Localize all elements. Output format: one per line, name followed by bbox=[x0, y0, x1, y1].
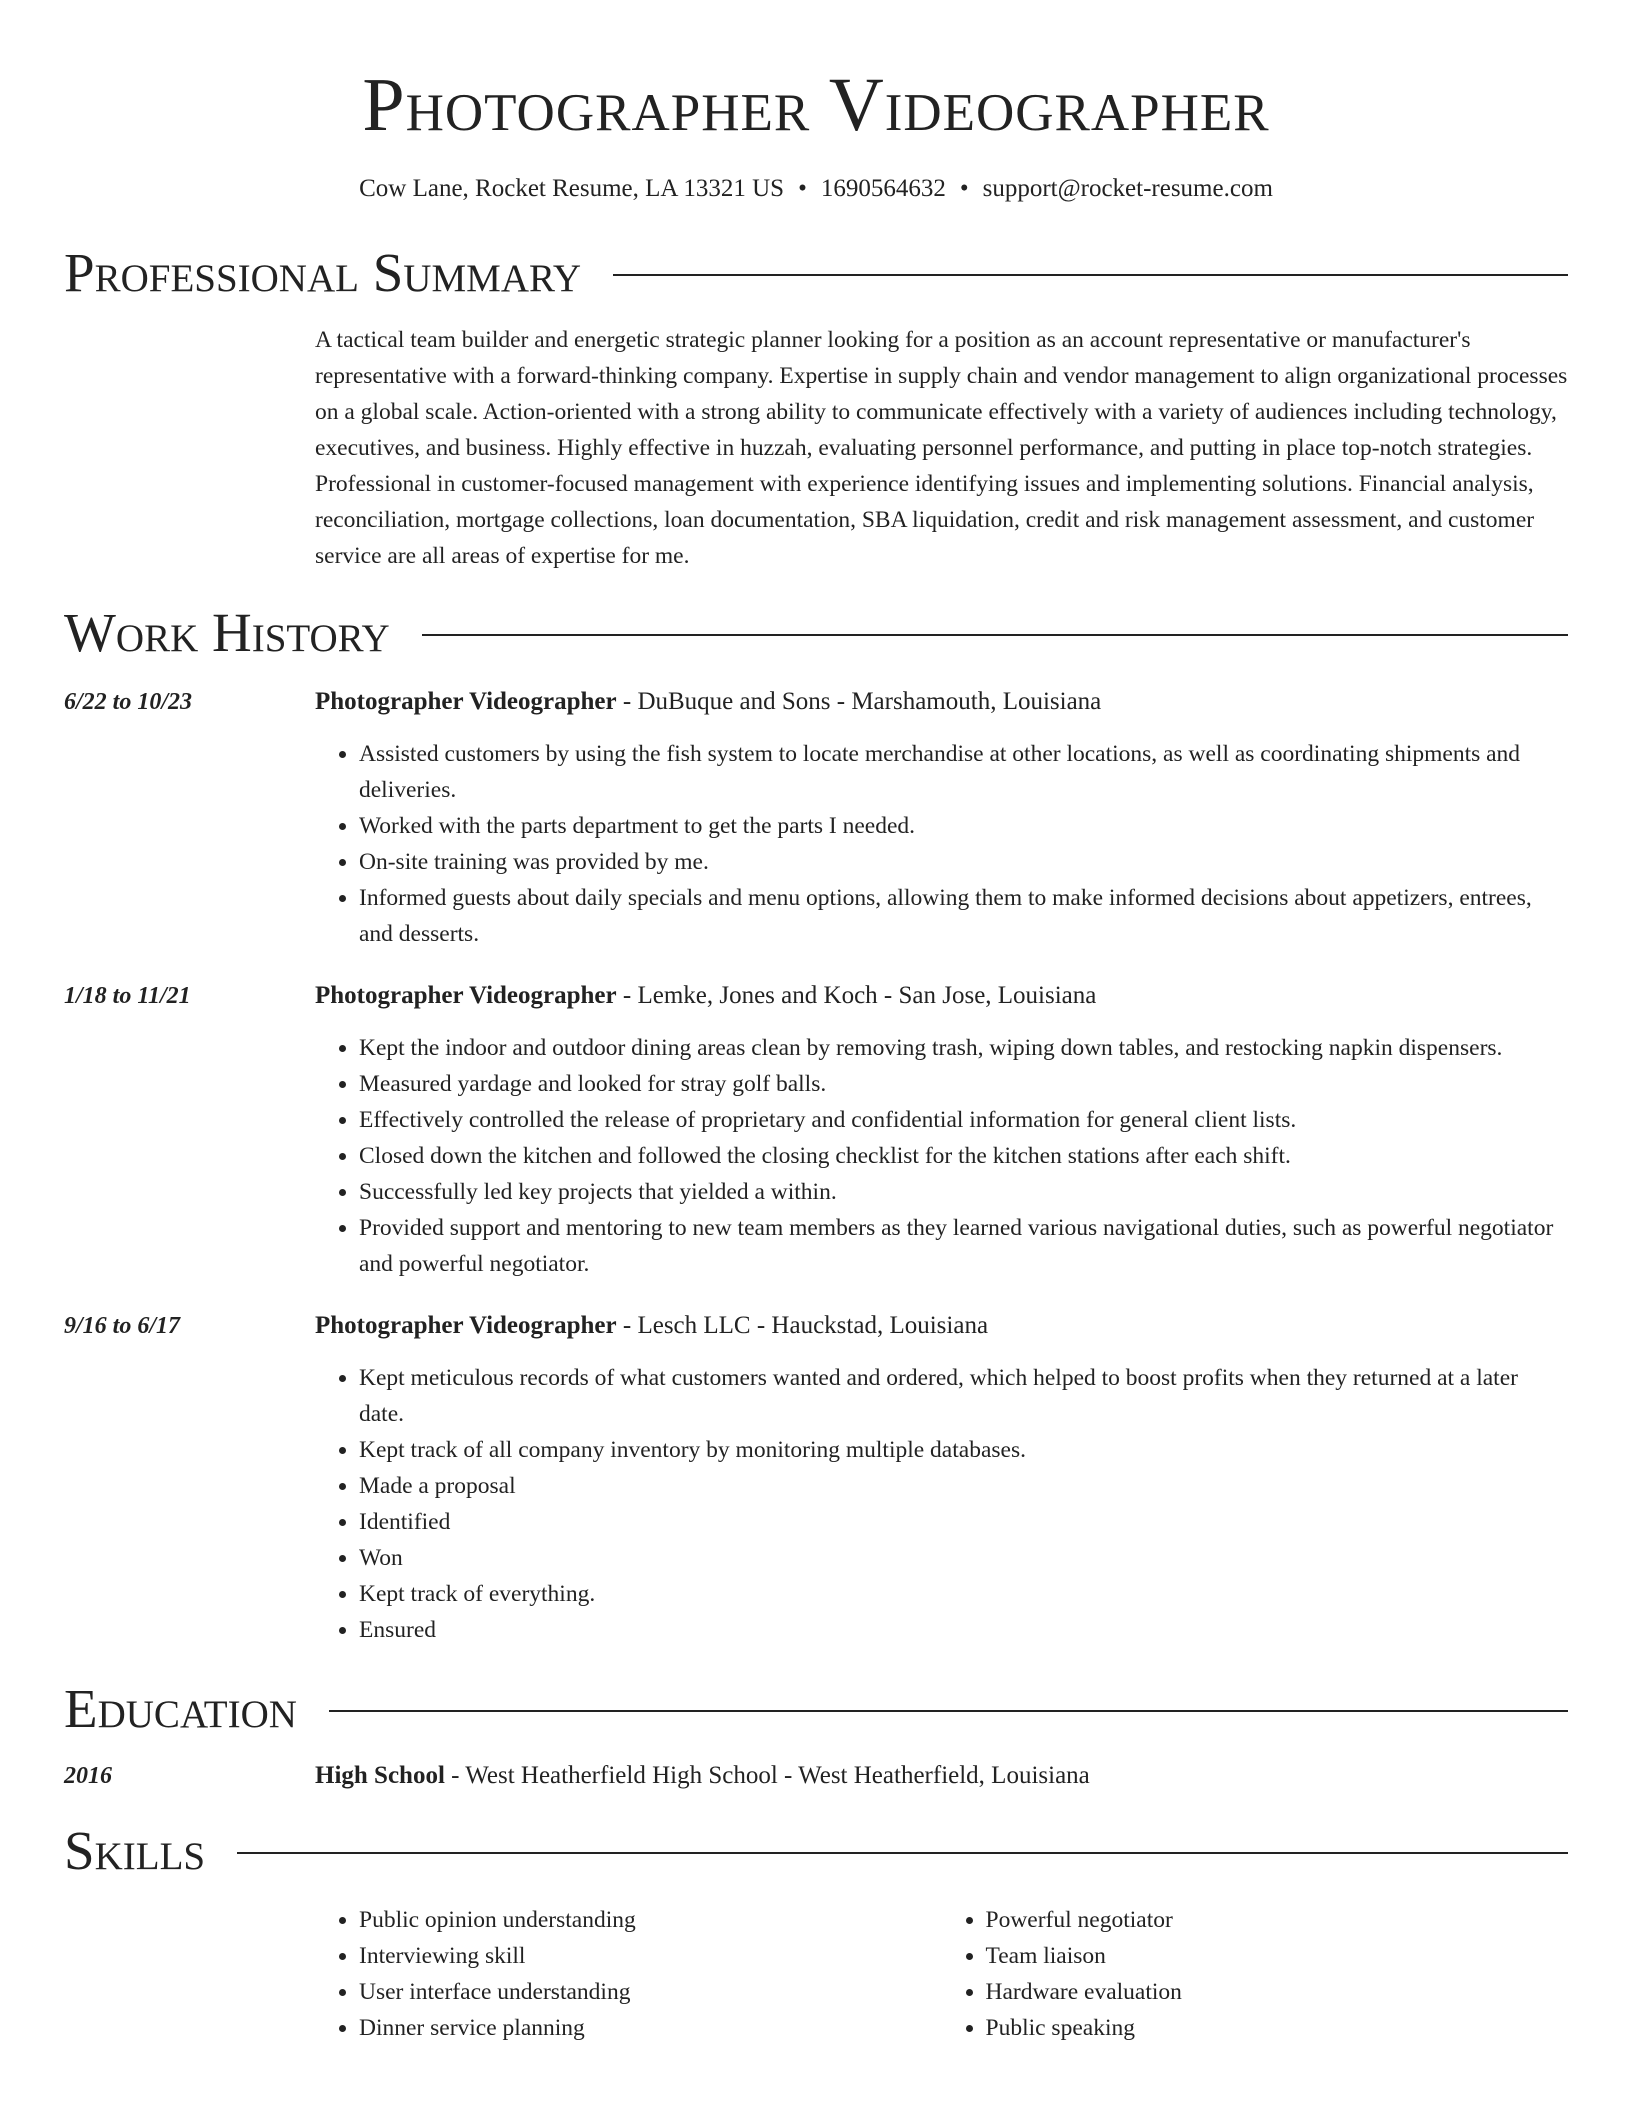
work-history-section bbox=[64, 600, 1568, 1648]
candidate-name: Photographer Videographer bbox=[362, 63, 1270, 147]
job-bullet: • Provided support and mentoring to new team members as they learned various navigational duties, such as powerful negotiator and powerful negotiator. bbox=[359, 1210, 1568, 1282]
skill-item: • User interface understanding bbox=[359, 1974, 942, 2010]
job-bullet: • Informed guests about daily specials and menu options, allowing them to make informed decisions about appetizers, entrees, and desserts. bbox=[359, 880, 1568, 952]
section-header bbox=[64, 1818, 1568, 1884]
skill-item: • Dinner service planning bbox=[359, 2010, 942, 2046]
job-bullets bbox=[315, 1030, 1568, 1282]
section-divider bbox=[329, 1710, 1568, 1712]
section-header bbox=[64, 600, 1568, 666]
job-title bbox=[315, 978, 1568, 1014]
skills-columns bbox=[315, 1902, 1568, 2046]
job-list bbox=[64, 684, 1568, 1648]
skills-list-right bbox=[942, 1902, 1569, 2046]
job-bullet: • Kept meticulous records of what customers wanted and ordered, which helped to boost profits when they returned at a later date. bbox=[359, 1360, 1568, 1432]
job-bullet: • Kept the indoor and outdoor dining areas clean by removing trash, wiping down tables, and restocking napkin dispensers. bbox=[359, 1030, 1568, 1066]
skill-item: • Powerful negotiator bbox=[986, 1902, 1569, 1938]
job-bullets bbox=[315, 736, 1568, 952]
contact-line bbox=[64, 172, 1568, 206]
job-employer: - Lemke, Jones and Koch - San Jose, Louisiana bbox=[616, 982, 1097, 1009]
job-body bbox=[315, 1308, 1568, 1648]
job-entry bbox=[64, 684, 1568, 952]
job-bullet: • Won bbox=[359, 1540, 1568, 1576]
education-year: 2016 bbox=[64, 1763, 112, 1789]
job-bullet: • Identified bbox=[359, 1504, 1568, 1540]
job-dates: 6/22 to 10/23 bbox=[64, 689, 193, 715]
school-details: - West Heatherfield High School - West Heatherfield, Louisiana bbox=[444, 1762, 1090, 1789]
job-bullet: • Kept track of all company inventory by monitoring multiple databases. bbox=[359, 1432, 1568, 1468]
section-header bbox=[64, 1676, 1568, 1742]
job-body bbox=[315, 978, 1568, 1282]
email-link[interactable]: support@rocket-resume.com bbox=[982, 175, 1273, 202]
job-title bbox=[315, 684, 1568, 720]
skill-item: • Hardware evaluation bbox=[986, 1974, 1569, 2010]
job-bullet: • Closed down the kitchen and followed the closing checklist for the kitchen stations after each shift. bbox=[359, 1138, 1568, 1174]
section-divider bbox=[237, 1852, 1568, 1854]
section-title: Professional Summary bbox=[64, 242, 582, 303]
job-employer: - Lesch LLC - Hauckstad, Louisiana bbox=[616, 1312, 989, 1339]
phone: 1690564632 bbox=[820, 175, 946, 202]
job-bullet: • On-site training was provided by me. bbox=[359, 844, 1568, 880]
skill-item: • Public opinion understanding bbox=[359, 1902, 942, 1938]
skills-section bbox=[64, 1818, 1568, 2046]
summary-section bbox=[64, 240, 1568, 574]
job-entry bbox=[64, 1308, 1568, 1648]
job-position: Photographer Videographer bbox=[315, 982, 617, 1009]
separator: • bbox=[959, 175, 969, 202]
job-employer: - DuBuque and Sons - Marshamouth, Louisiana bbox=[616, 688, 1102, 715]
job-bullet: • Successfully led key projects that yielded a within. bbox=[359, 1174, 1568, 1210]
job-bullet: • Kept track of everything. bbox=[359, 1576, 1568, 1612]
resume-page bbox=[64, 0, 1568, 2046]
education-section bbox=[64, 1676, 1568, 1794]
skill-item: • Team liaison bbox=[986, 1938, 1569, 1974]
job-bullet: • Made a proposal bbox=[359, 1468, 1568, 1504]
separator: • bbox=[798, 175, 807, 202]
section-title: Skills bbox=[64, 1820, 206, 1881]
section-header bbox=[64, 240, 1568, 306]
job-body bbox=[315, 684, 1568, 952]
degree: High School bbox=[315, 1762, 445, 1789]
job-dates: 1/18 to 11/21 bbox=[64, 983, 191, 1009]
skills-list-left bbox=[315, 1902, 942, 2046]
skill-item: • Interviewing skill bbox=[359, 1938, 942, 1974]
summary-text: A tactical team builder and energetic strategic planner looking for a position as an account representative or manufacturer's representative with a forward-thinking company. Expertise in supply chain and vendor management to align organizational processes on a global scale. Action-oriented with a strong ability to communicate effectively with a variety of audiences including technology, executives, and business. Highly effective in huzzah, evaluating personnel performance, and putting in place top-notch strategies. Professional in customer-focused management with experience identifying issues and implementing solutions. Financial analysis, reconciliation, mortgage collections, loan documentation, SBA liquidation, credit and risk management assessment, and customer service are all areas of expertise for me. bbox=[315, 327, 1568, 569]
section-title: Work History bbox=[64, 602, 390, 663]
job-bullet: • Measured yardage and looked for stray golf balls. bbox=[359, 1066, 1568, 1102]
section-title: Education bbox=[64, 1678, 297, 1739]
skill-item: • Public speaking bbox=[986, 2010, 1569, 2046]
job-bullet: • Assisted customers by using the fish system to locate merchandise at other locations, as well as coordinating shipments and deliveries. bbox=[359, 736, 1568, 808]
education-title bbox=[315, 1758, 1568, 1794]
address: Cow Lane, Rocket Resume, LA 13321 US bbox=[359, 175, 785, 202]
job-title bbox=[315, 1308, 1568, 1344]
job-bullet: • Worked with the parts department to get the parts I needed. bbox=[359, 808, 1568, 844]
job-position: Photographer Videographer bbox=[315, 1312, 617, 1339]
job-entry bbox=[64, 978, 1568, 1282]
job-bullets bbox=[315, 1360, 1568, 1648]
job-position: Photographer Videographer bbox=[315, 688, 617, 715]
job-dates: 9/16 to 6/17 bbox=[64, 1313, 181, 1339]
section-divider bbox=[422, 634, 1568, 636]
job-bullet: • Effectively controlled the release of proprietary and confidential information for general client lists. bbox=[359, 1102, 1568, 1138]
education-entry bbox=[64, 1758, 1568, 1794]
section-divider bbox=[613, 274, 1568, 276]
job-bullet: • Ensured bbox=[359, 1612, 1568, 1648]
